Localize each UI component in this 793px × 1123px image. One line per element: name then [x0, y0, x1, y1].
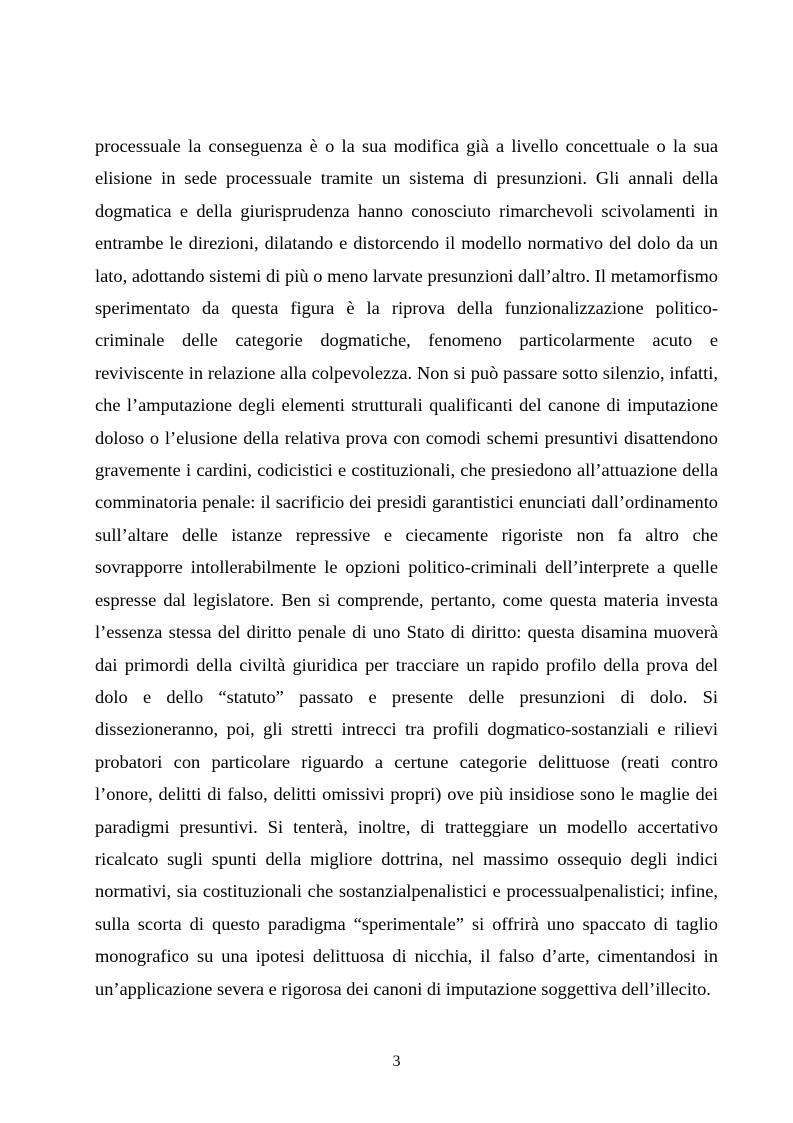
page-number: 3: [392, 1053, 401, 1070]
body-paragraph: processuale la conseguenza è o la sua modifica già a livello concettuale o la sua elisione in sede processuale tramite un sistema di presunzioni. Gli annali della dogmatica e della giurisprudenza hanno conosciuto rimarchevoli scivolamenti in entrambe le direzioni, dilatando e distorcendo il modello normativo del dolo da un lato, adottando sistemi di più o meno larvate presunzioni dall’altro. Il metamorfismo sperimentato da questa figura è la riprova della funzionalizzazione politico-criminale delle categorie dogmatiche, fenomeno particolarmente acuto e reviviscente in relazione alla colpevolezza. Non si può passare sotto silenzio, infatti, che l’amputazione degli elementi strutturali qualificanti del canone di imputazione doloso o l’elusione della relativa prova con comodi schemi presuntivi disattendono gravemente i cardini, codicistici e costituzionali, che presiedono all’attuazione della comminatoria penale: il sacrificio dei presidi garantistici enunciati dall’ordinamento sull’altare delle istanze repressive e ciecamente rigoriste non fa altro che sovrapporre intollerabilmente le opzioni politico-criminali dell’interprete a quelle espresse dal legislatore. Ben si comprende, pertanto, come questa materia investa l’essenza stessa del diritto penale di uno Stato di diritto: questa disamina muoverà dai primordi della civiltà giuridica per tracciare un rapido profilo della prova del dolo e dello “statuto” passato e presente delle presunzioni di dolo. Si dissezioneranno, poi, gli stretti intrecci tra profili dogmatico-sostanziali e rilievi probatori con particolare riguardo a certune categorie delittuose (reati contro l’onore, delitti di falso, delitti omissivi propri) ove più insidiose sono le maglie dei paradigmi presuntivi. Si tenterà, inoltre, di tratteggiare un modello accertativo ricalcato sugli spunti della migliore dottrina, nel massimo ossequio degli indici normativi, sia costituzionali che sostanzialpenalistici e processualpenalistici; infine, sulla scorta di questo paradigma “sperimentale” si offrirà uno spaccato di taglio monografico su una ipotesi delittuosa di nicchia, il falso d’arte, cimentandosi in un’applicazione severa e rigorosa dei canoni di imputazione soggettiva dell’illecito.: [95, 136, 718, 999]
